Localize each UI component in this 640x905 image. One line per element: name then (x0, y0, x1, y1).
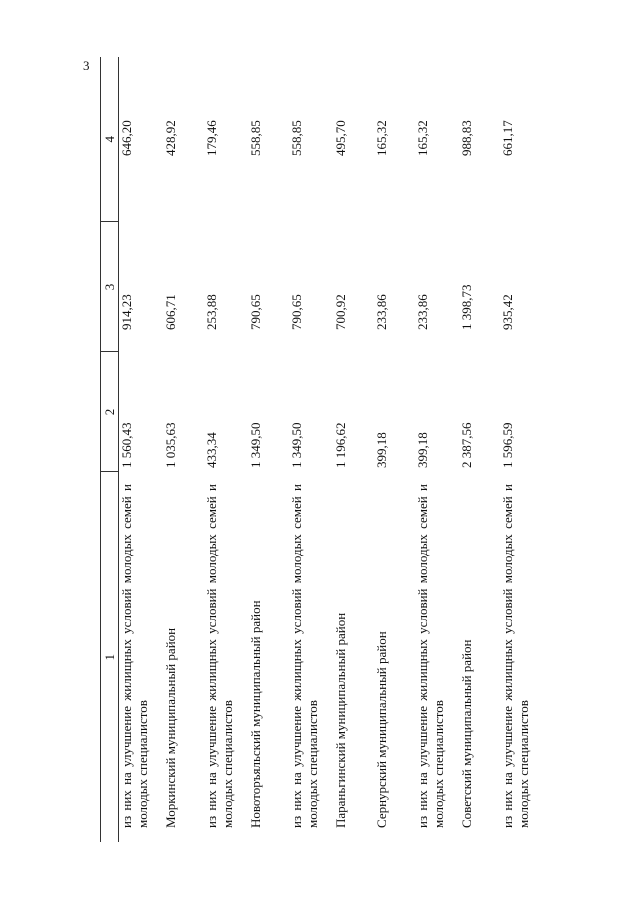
table-row (500, 57, 544, 842)
cell-col-4: 646,20 (119, 120, 134, 156)
cell-col-3: 790,65 (288, 294, 304, 330)
data-table (100, 57, 544, 842)
rotated-table-container (100, 57, 540, 842)
row-name: из них на улучшение жилищных условий молодых семей и молодых специалистов (203, 484, 235, 828)
cell-col-3: 914,23 (119, 294, 134, 330)
cell-col-3: 233,86 (373, 294, 389, 330)
column-header-1: 1 (101, 472, 119, 842)
cell-col-2: 1 196,62 (332, 422, 348, 468)
row-name: Сернурский муниципальный район (373, 631, 389, 828)
cell-col-2: 399,18 (414, 432, 430, 468)
row-name: Новоторъяльский муниципальный район (247, 600, 263, 828)
row-name: из них на улучшение жилищных условий молодых семей и молодых специалистов (499, 484, 531, 828)
table-row (374, 57, 415, 842)
table-row (459, 57, 500, 842)
cell-col-4: 428,92 (162, 120, 178, 156)
cell-col-4: 165,32 (414, 120, 430, 156)
row-name: Моркинский муниципальный район (162, 627, 178, 828)
cell-col-3: 606,71 (162, 294, 178, 330)
cell-col-2: 1 035,63 (162, 422, 178, 468)
cell-col-4: 558,85 (288, 120, 304, 156)
cell-col-3: 253,88 (203, 294, 219, 330)
cell-col-2: 433,34 (203, 432, 219, 468)
column-header-2: 2 (101, 352, 119, 472)
cell-col-2: 1 560,43 (119, 422, 134, 468)
cell-col-4: 165,32 (373, 120, 389, 156)
cell-col-2: 1 596,59 (499, 422, 515, 468)
cell-col-2: 1 349,50 (247, 422, 263, 468)
column-header-4: 4 (101, 57, 119, 222)
cell-col-3: 233,86 (414, 294, 430, 330)
cell-col-2: 1 349,50 (288, 422, 304, 468)
row-name: из них на улучшение жилищных условий молодых семей и молодых специалистов (288, 484, 320, 828)
cell-col-3: 1 398,73 (458, 284, 474, 330)
table-header-row (101, 57, 119, 842)
row-name: Советский муниципальный район (458, 639, 474, 828)
table-row (119, 57, 163, 842)
page-number: 3 (83, 58, 90, 73)
cell-col-4: 179,46 (203, 120, 219, 156)
table-row (204, 57, 248, 842)
cell-col-3: 935,42 (499, 294, 515, 330)
table-row (415, 57, 459, 842)
cell-col-4: 661,17 (499, 120, 515, 156)
cell-col-2: 2 387,56 (458, 422, 474, 468)
cell-col-4: 495,70 (332, 120, 348, 156)
cell-col-4: 558,85 (247, 120, 263, 156)
cell-col-2: 399,18 (373, 432, 389, 468)
table-row (248, 57, 289, 842)
row-name: из них на улучшение жилищных условий молодых семей и молодых специалистов (119, 484, 150, 828)
column-header-3: 3 (101, 222, 119, 352)
cell-col-3: 700,92 (332, 294, 348, 330)
table-row (163, 57, 204, 842)
cell-col-3: 790,65 (247, 294, 263, 330)
cell-col-4: 988,83 (458, 120, 474, 156)
table-row (289, 57, 333, 842)
row-name: из них на улучшение жилищных условий молодых семей и молодых специалистов (414, 484, 446, 828)
table-row (333, 57, 374, 842)
row-name: Параньгинский муниципальный район (332, 612, 348, 828)
